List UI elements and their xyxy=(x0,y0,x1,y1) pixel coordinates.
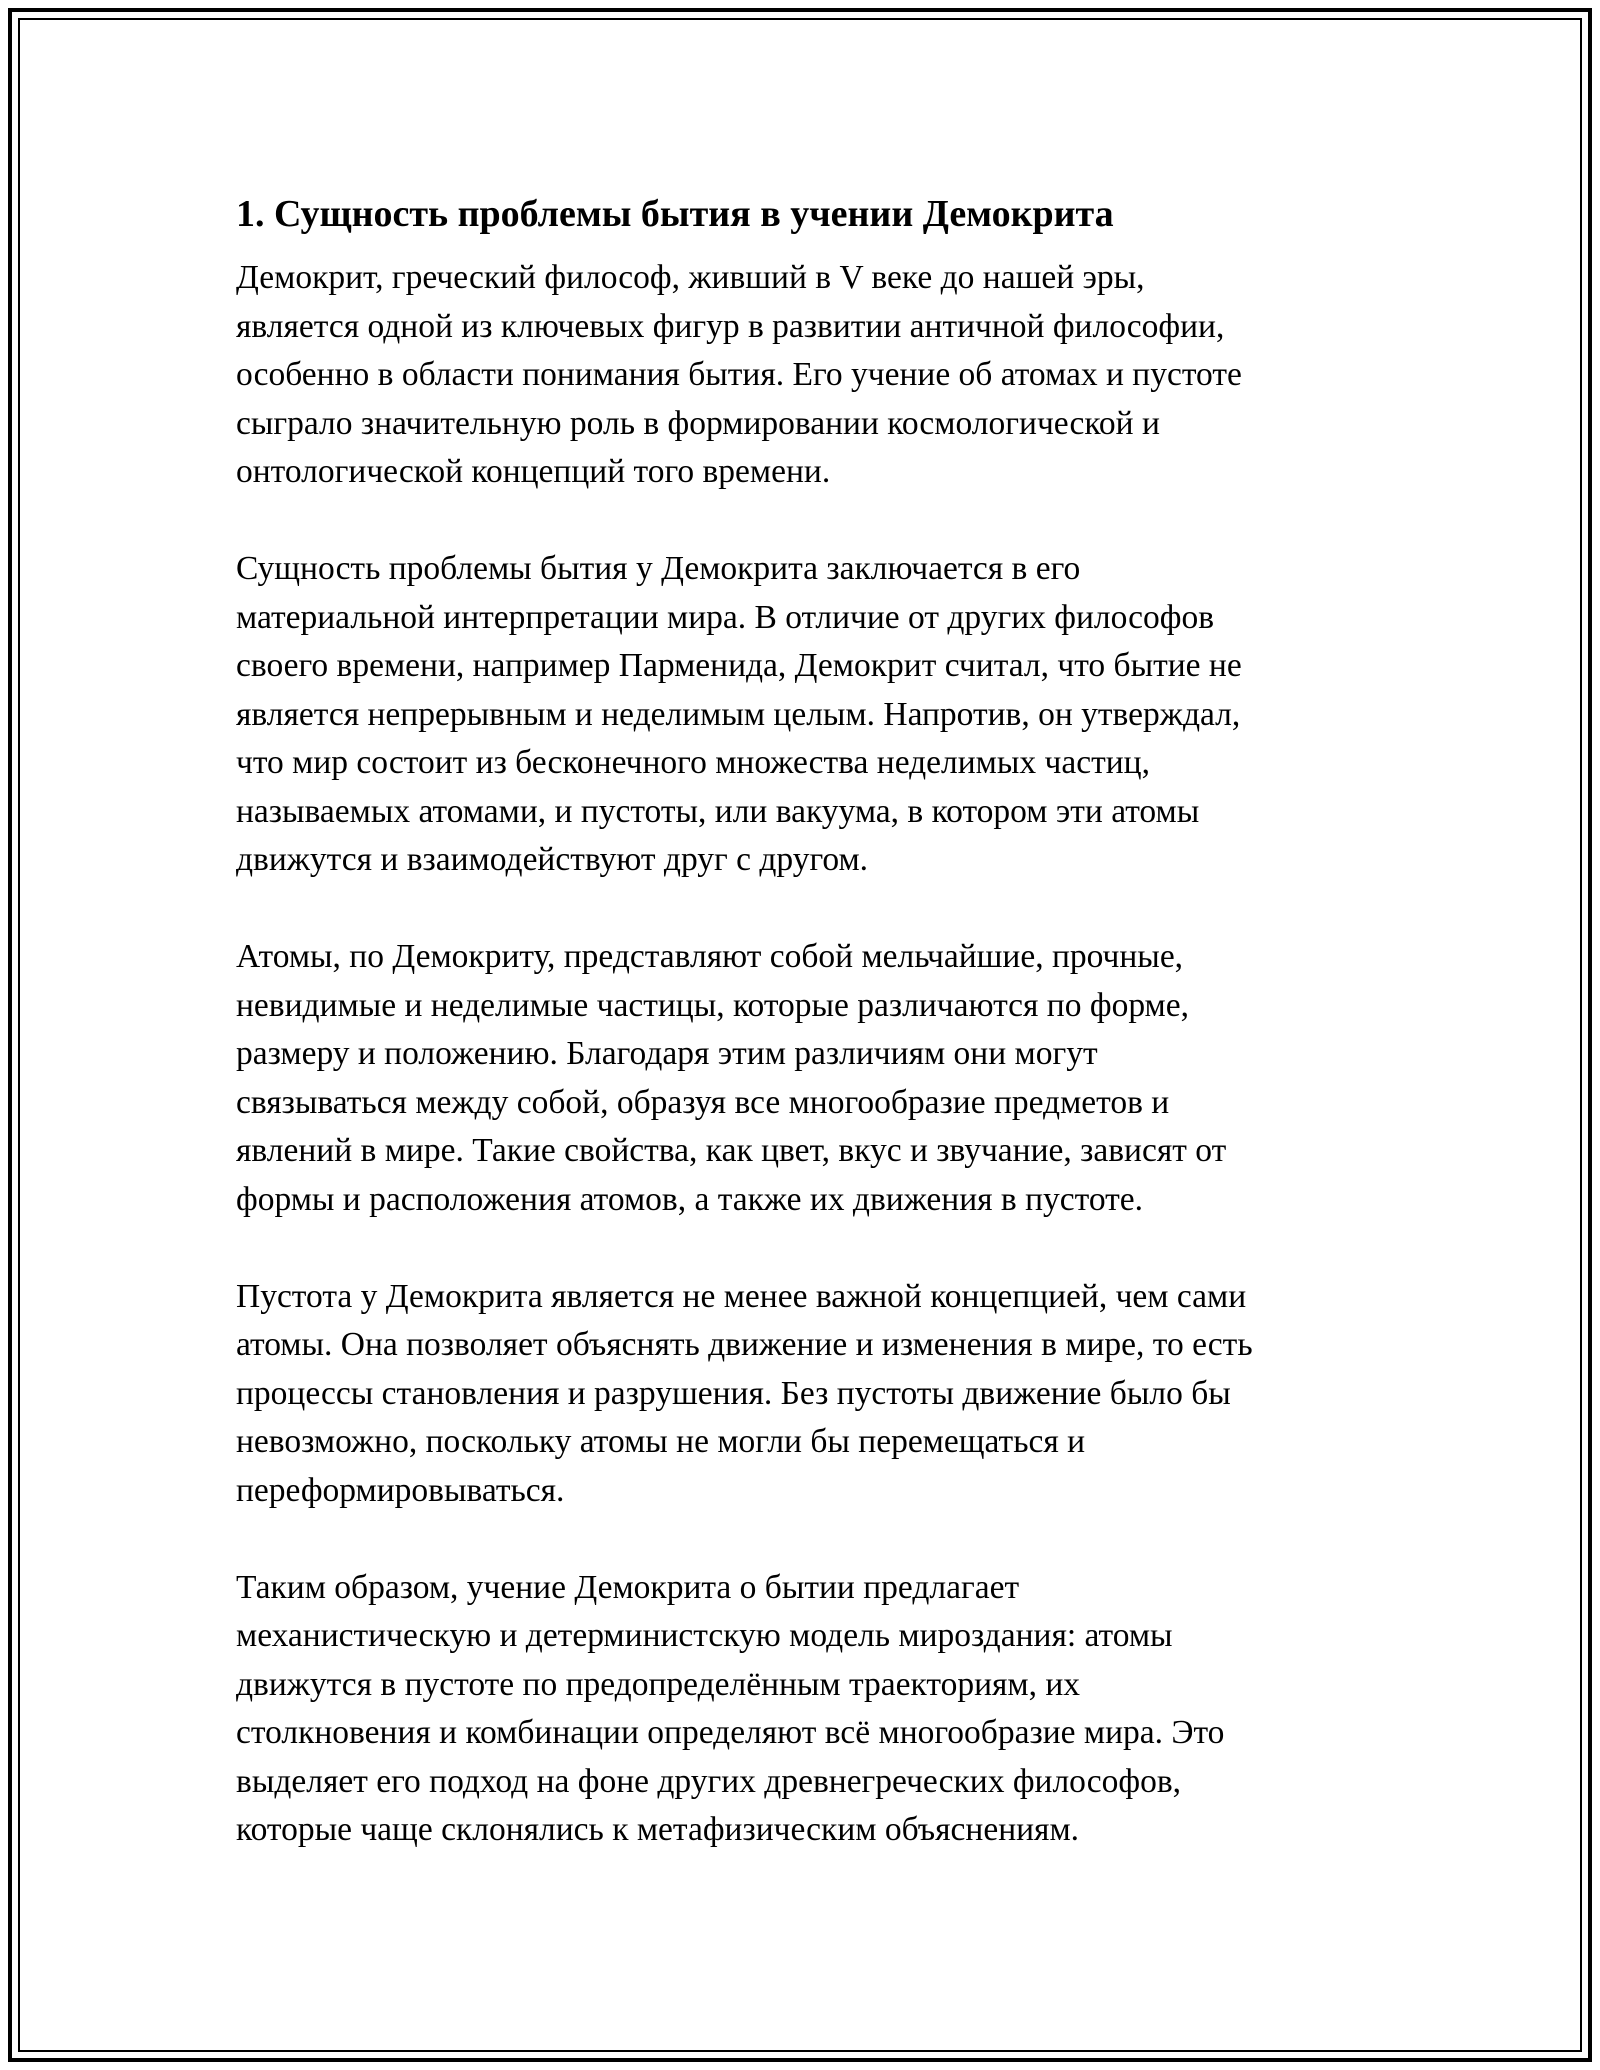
paragraph-atoms: Атомы, по Демокриту, представляют собой мельчайшие, прочные, невидимые и неделимые частицы, которые различаются по форме, размеру и положению. Благодаря этим различиям они могут связываться между собой, образуя все многообразие предметов и явлений в мире. Такие свойства, как цвет, вкус и звучание, зависят от формы и расположения атомов, а также их движения в пустоте. xyxy=(236,938,1227,1218)
paragraph-void: Пустота у Демокрита является не менее важной концепцией, чем сами атомы. Она позволяет объяснять движение и изменения в мире, то есть процессы становления и разрушения. Без пустоты движение было бы невозможно, поскольку атомы не могли бы перемещаться и переформировываться. xyxy=(236,1277,1253,1509)
document-body xyxy=(236,186,1366,1855)
paragraph-intro: Демокрит, греческий философ, живший в V веке до нашей эры, является одной из ключевых фигур в развитии античной философии, особенно в области понимания бытия. Его учение об атомах и пустоте сыграло значительную роль в формировании космологической и онтологической концепций того времени. xyxy=(236,259,1242,490)
paragraph-conclusion: Таким образом, учение Демокрита о бытии предлагает механистическую и детерминистскую модель мироздания: атомы движутся в пустоте по предопределённым траекториям, их столкновения и комбинации определяют всё многообразие мира. Это выделяет его подход на фоне других древнегреческих философов, которые чаще склонялись к метафизическим объяснениям. xyxy=(236,1568,1225,1848)
section-heading: 1. Сущность проблемы бытия в учении Демокрита xyxy=(236,193,1114,235)
paragraph-essence: Сущность проблемы бытия у Демокрита заключается в его материальной интерпретации мира. В отличие от других философов своего времени, например Парменида, Демокрит считал, что бытие не является непрерывным и неделимым целым. Напротив, он утверждал, что мир состоит из бесконечного множества неделимых частиц, называемых атомами, и пустоты, или вакуума, в котором эти атомы движутся и взаимодействуют друг с другом. xyxy=(236,550,1242,878)
